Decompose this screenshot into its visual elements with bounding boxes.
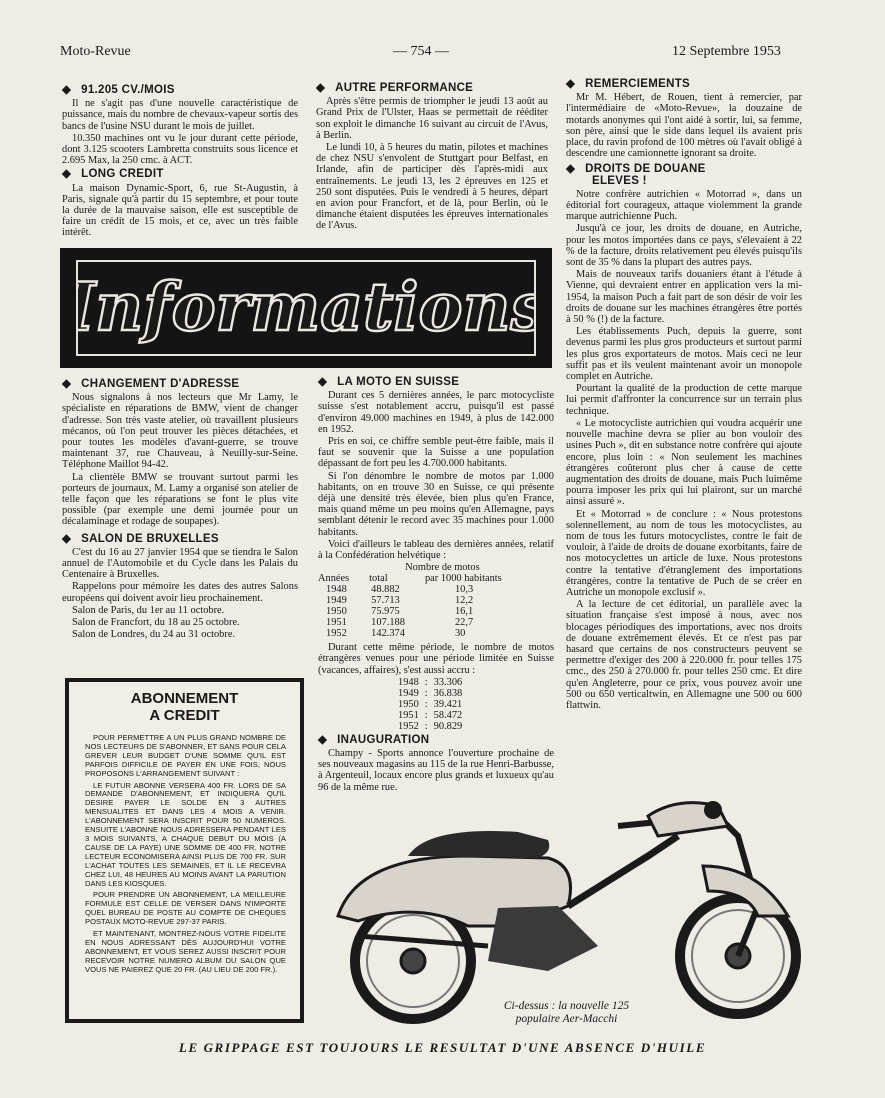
footer-slogan: LE GRIPPAGE EST TOUJOURS LE RESULTAT D'UNE ABSENCE D'HUILE (178, 1040, 707, 1055)
column-3 (566, 76, 802, 712)
paragraph: Les établissements Puch, depuis la guerre, sont devenus parmi les plus gros producteurs et surtout parmi les plus gros exportateurs de motos. Mais ceci ne leur suffit pas et ils veulent maintenant avoir un monopole complet en Autriche. (566, 326, 802, 383)
table-row: 1948 48.882 10,3 (326, 584, 474, 596)
table-header-row (318, 562, 508, 573)
table-row: 1951 : 58.472 (398, 709, 463, 721)
paragraph: Mais de nouveaux tarifs douaniers étant à l'étude à Vienne, qui devraient entrer en application vers la mi-1954, la maison Puch a fait part de son désir de voir les droits de douane sur les machines étrangères être portés à 50 % (!) de la facture. (566, 269, 802, 326)
paragraph: ET MAINTENANT, MONTREZ-NOUS VOTRE FIDELITE EN NOUS ADRESSANT DÈS AUJOURD'HUI VOTRE ABONNEMENT, ET VOUS SEREZ AUSSI INSCRIT POUR RECEVOIR NOTRE NUMERO ALBUM DU SALON QUE VOUS NE PAIEREZ QUE 20 FR. (AU LIEU DE 200 FR.). (85, 929, 286, 974)
banner-title-text: Informations (78, 268, 534, 346)
column-1-top (62, 82, 298, 240)
table-header: Années (318, 573, 350, 585)
abonnement-body (69, 734, 300, 975)
paragraph: Voici d'ailleurs le tableau des dernières années, relatif à la Confédération helvétique : (318, 538, 554, 562)
table-row: 1951 107.188 22,7 (326, 617, 474, 629)
paragraph: Après s'être permis de triompher le jeudi 13 août au Grand Prix de l'Ulster, Haas se permettait de rééditer son exploit le dimanche 16 suivant au circuit de l'Avus, à Berlin. (316, 96, 548, 141)
moto-stats-table (318, 562, 508, 639)
paragraph: A la lecture de cet éditorial, un parallèle avec la situation française s'est imposé à nous, avec nos blocages périodiques des importations, avec nos droits de douane extrêmement élevés. Et ce n'est pas par hasard que certains de nos constructeurs peuvent se permettre d'exiger des 200 à 220.000 fr. pour telles 175 cmc., des 250 à 270.000 fr. pour telles 250 cmc. Et dire qu'en Angleterre, pour ce prix, vous pouvez avoir une 500 ou 650 verticaltwin, en Allemagne une 500 ou 600 flattwin. (566, 599, 802, 711)
paragraph: Si l'on dénombre le nombre de motos par 1.000 habitants, on en trouve 30 en Suisse, ce qui présente déjà une densité très élevée, bien plus qu'en France, mais quand même un peu moins qu'en Allemagne, pays semblant détenir le record avec 35 machines pour 1.000 habitants. (318, 470, 554, 538)
paragraph: Durant ces 5 dernières années, le parc motocycliste suisse s'est notablement accru, puisqu'il est passé d'environ 49.000 machines en 1949, à plus de 142.000 en 1952. (318, 390, 554, 435)
paragraph: La clientèle BMW se trouvant surtout parmi les porteurs de journaux, M. Lamy a organisé son atelier de telle façon que les réparations se font le plus vite possible (par exemple une demi journée pour un décalaminage et rodage de soupapes). (62, 471, 298, 528)
banner-script-title (78, 262, 534, 354)
table-header: total (369, 573, 388, 585)
diamond-bullet-icon: ◆ (316, 82, 326, 94)
paragraph: « Le motocycliste autrichien qui voudra acquérir une nouvelle machine devra se plier au bon vouloir des usines Puch », dit en substance notre confrère qui ajoute encore, plus loin : « Non seulement les machines étrangères coûteront plus cher à cause de cette augmentation des droits de douane, mais Puch luimême pourra imposer les prix qui lui plairont, sur un marché ainsi assuré ». (566, 417, 802, 508)
table-header: par 1000 habitants (424, 573, 502, 585)
table-row: 1949 : 36.838 (398, 687, 463, 699)
salon-date: Salon de Francfort, du 18 au 25 octobre. (72, 617, 240, 629)
abonnement-box (65, 678, 304, 1023)
salon-date: Salon de Paris, du 1er au 11 octobre. (72, 604, 225, 616)
paragraph: Pourtant la qualité de la production de cette marque lui permit d'affronter la concurrence sur un terrain plus technique. (566, 383, 802, 417)
table-header-row (318, 573, 508, 584)
salon-date: Salon de Londres, du 24 au 31 octobre. (72, 629, 236, 641)
paragraph: Notre confrère autrichien « Motorrad », dans un éditorial fort courageux, attaque violemment la grande marque autrichienne Puch. (566, 188, 802, 223)
article-title: ◆ LONG CREDIT (62, 168, 164, 181)
header-page-number: — 754 — (393, 44, 449, 59)
article-title: ◆ INAUGURATION (318, 733, 430, 746)
table-row: 1952 142.374 30 (326, 628, 466, 640)
article-title: ◆ LA MOTO EN SUISSE (318, 376, 460, 388)
abonnement-title: ABONNEMENT A CREDIT (130, 690, 239, 724)
table-row: 1950 : 39.421 (398, 698, 463, 710)
paragraph: Champy - Sports annonce l'ouverture prochaine de ses nouveaux magasins au 115 de la rue Henri-Barbusse, à Argenteuil, locaux encore plus grands et luxueux qu'au 96 de la même rue. (318, 748, 554, 793)
column-1-middle (62, 376, 298, 641)
diamond-bullet-icon: ◆ (566, 78, 576, 90)
paragraph: Et « Motorrad » de conclure : « Nous protestons solennellement, au nom de tous les motocyclistes, au nom de tous les futurs motocyclistes, contre le fait de vouloir, à l'aide de droits de douane exorbitants, faire de nos motocyclettes un article de luxe. Nous protestons contre la tentative d'étranglement des importations étrangères, contre la tentative de Puch de se créer en Autriche un monopole exclusif ». (566, 508, 802, 598)
paragraph: Mr M. Hébert, de Rouen, tient à remercier, par l'intermédiaire de «Moto-Revue», la douzaine de motards anonymes qui l'ont aidé à sortir, lui, sa femme, son père, ainsi que le side dans lequel ils avaient pris place, du ravin profond de 100 mètres où l'avait obligé à descendre une camionnette ignorant sa droite. (566, 92, 802, 160)
diamond-bullet-icon: ◆ (62, 84, 72, 96)
banner-frame (76, 260, 536, 356)
header-publication: Moto-Revue (60, 44, 131, 59)
paragraph: C'est du 16 au 27 janvier 1954 que se tiendra le Salon annuel de l'Automobile et du Cycle dans les Palais du Centenaire à Bruxelles. (62, 546, 298, 581)
imports-table (398, 677, 468, 732)
table-row: 1952 : 90.829 (398, 720, 463, 732)
table-row: 1949 57.713 12,2 (326, 595, 474, 607)
diamond-bullet-icon: ◆ (318, 376, 328, 388)
informations-banner (60, 248, 552, 368)
paragraph: Il ne s'agit pas d'une nouvelle caractéristique de puissance, mais du nombre de chevaux-vapeur sortis des bancs de l'usine NSU durant le mois de juillet. (62, 98, 298, 132)
diamond-bullet-icon: ◆ (62, 378, 72, 390)
table-row: 1950 75.975 16,1 (326, 606, 474, 618)
paragraph: Pris en soi, ce chiffre semble peut-être faible, mais il faut se souvenir que la Suisse a une population dépassant de fort peu les 4.700.000 habitants. (318, 436, 554, 470)
paragraph: Jusqu'à ce jour, les droits de douane, en Autriche, pour les motos importées dans ce pays, s'élevaient à 22 % de la facture, droits relativement peu élevés puisqu'ils sont de 35 % dans la plupart des autres pays. (566, 223, 802, 269)
diamond-bullet-icon: ◆ (318, 733, 328, 746)
paragraph: Le lundi 10, à 5 heures du matin, pilotes et machines de chez NSU s'envolent de Stuttgart pour Belfast, en Irlande, afin de participer dès l'après-midi aux entraînements. Le jeudi 13, les 2 épreuves en 125 et 250 sont disputées. Puis le vendredi à 5 heures, départ en avion pour Francfort, et de là, pour Berlin, où le dimanche étaient disputées les épreuves internationales de l'Avus. (316, 142, 548, 232)
diamond-bullet-icon: ◆ (62, 168, 72, 181)
column-2-top (316, 80, 548, 233)
article-title: ◆ SALON DE BRUXELLES (62, 532, 219, 545)
photo-caption: Ci-dessus : la nouvelle 125 populaire Aer-Macchi (503, 1000, 630, 1025)
paragraph: Durant cette même période, le nombre de motos étrangères venues pour une période limitée en Suisse (vacances, affaires), s'est aussi accru : (318, 642, 554, 676)
header-date: 12 Septembre 1953 (672, 44, 781, 59)
paragraph: LE FUTUR ABONNE VERSERA 400 FR. LORS DE SA DEMANDE D'ABONNEMENT, ET INDIQUERA QU'IL DESIRE PAYER LE SOLDE EN 3 AUTRES MENSUALITES ET DANS LES 4 MOIS A VENIR. L'ABONNEMENT SERA INSCRIT POUR 50 NUMEROS. ENSUITE L'ABONNE NOUS ADRESSERA PENDANT LES 3 MOIS SUIVANTS, A CHAQUE DEBUT DU MOIS (A CAUSE DE LA PAYE) UNE SOMME DE 400 FR. NOTRE LECTEUR ECONOMISERA AINSI PLUS DE 700 FR. SUR L'ACHAT TOUTES LES SEMAINES, ET IL LE RECEVRA CHEZ LUI, 48 HEURES AU MOINS AVANT LA PARUTION DANS LES KIOSQUES. (85, 780, 286, 888)
article-title: ◆ REMERCIEMENTS (566, 78, 691, 90)
paragraph: Nous signalons à nos lecteurs que Mr Lamy, le spécialiste en réparations de BMW, vient de changer d'adresse. Son très vaste atelier, où travaillent plusieurs mécanos, où l'on peut trouver les pièces détachées, et pour toutes les modèles d'avant-guerre, se trouve maintenant 37, rue Chauveau, à Neuilly-sur-Seine. Téléphone Maillot 94-42. (62, 392, 298, 471)
article-title: ◆ DROITS DE DOUANE ELEVES ! (566, 163, 706, 187)
paragraph: POUR PRENDRE UN ABONNEMENT, LA MEILLEURE FORMULE EST CELLE DE VERSER DANS N'IMPORTE QUEL BUREAU DE POSTE AU COMPTE DE CHEQUES POSTAUX MOTO-REVUE 297-37 PARIS. (85, 890, 286, 927)
aermacchi-motorcycle-photo (318, 796, 838, 1026)
diamond-bullet-icon: ◆ (566, 163, 576, 176)
column-2-middle (318, 374, 554, 794)
article-title: ◆ AUTRE PERFORMANCE (316, 82, 474, 94)
article-title: ◆ CHANGEMENT D'ADRESSE (62, 378, 240, 390)
table-row: 1948 : 33.306 (398, 676, 463, 688)
paragraph: Rappelons pour mémoire les dates des autres Salons européens qui doivent avoir lieu prochainement. (62, 581, 298, 604)
paragraph: La maison Dynamic-Sport, 6, rue St-Augustin, à Paris, signale qu'à partir du 15 septembre, et pour toute la durée de la mauvaise saison, elle est susceptible de faire un crédit de 15 mois, et ce, avec un très faible intérêt. (62, 182, 298, 239)
paragraph: POUR PERMETTRE A UN PLUS GRAND NOMBRE DE NOS LECTEURS DE S'ABONNER, ET SANS POUR CELA GREVER LEUR BUDGET D'UNE SOMME QU'IL EST PARFOIS DIFFICILE DE PAYER EN UNE FOIS, NOUS PROPOSONS L'ARRANGEMENT SUIVANT : (85, 733, 286, 778)
diamond-bullet-icon: ◆ (62, 532, 72, 545)
table-header: Nombre de motos (405, 562, 480, 574)
article-title: ◆ 91.205 CV./MOIS (62, 84, 175, 96)
paragraph: 10.350 machines ont vu le jour durant cette période, dont 3.125 scooters Lambretta construits sous licence et 2.695 Max, la 250 cmc. à ACT. (62, 132, 298, 167)
